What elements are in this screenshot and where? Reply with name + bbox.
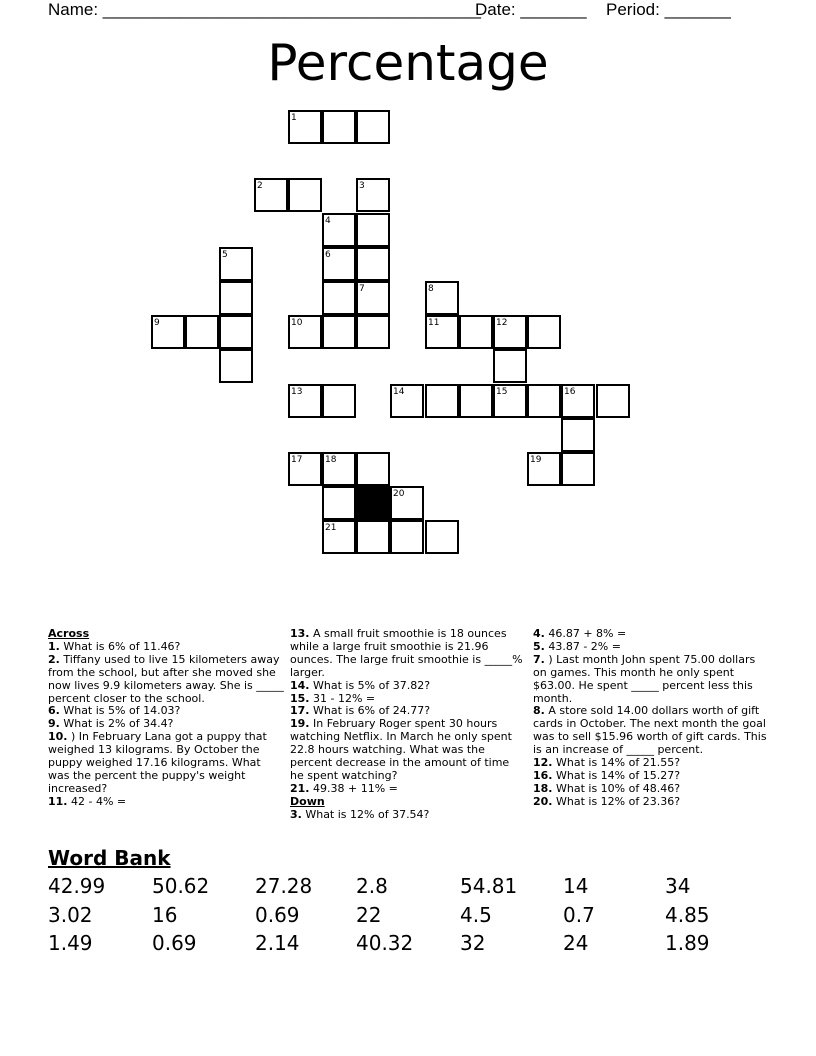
clue-number: 10 bbox=[291, 318, 303, 328]
clue-text: What is 10% of 48.46? bbox=[552, 781, 681, 795]
date-field-label[interactable]: Date: _______ bbox=[475, 0, 587, 19]
clue-number: 1. bbox=[48, 639, 60, 653]
clue-number: 20 bbox=[393, 489, 405, 499]
clues-column-2 bbox=[290, 628, 526, 822]
clue-number: 15. bbox=[290, 691, 310, 705]
clue-text: What is 12% of 37.54? bbox=[301, 807, 430, 821]
crossword-cell[interactable] bbox=[322, 281, 356, 315]
name-field-label[interactable]: Name: ________________________________________ bbox=[48, 0, 481, 19]
crossword-cell[interactable] bbox=[254, 178, 288, 212]
crossword-cell[interactable] bbox=[219, 281, 253, 315]
clue-text: What is 14% of 21.55? bbox=[552, 756, 681, 770]
clue bbox=[290, 628, 526, 680]
clue bbox=[533, 705, 769, 757]
clue-text: A small fruit smoothie is 18 ounces while a large fruit smoothie is 21.96 ounces. The large fruit smoothie is _____% larger. bbox=[290, 627, 523, 679]
clue-text: What is 12% of 23.36? bbox=[552, 794, 681, 808]
word-bank-title: Word Bank bbox=[48, 846, 171, 870]
word-bank-item: 0.69 bbox=[255, 903, 300, 927]
crossword-cell[interactable] bbox=[288, 178, 322, 212]
word-bank-item: 3.02 bbox=[48, 903, 93, 927]
word-bank-item: 27.28 bbox=[255, 874, 313, 898]
clue-number: 18. bbox=[533, 781, 553, 795]
clue-text: 43.87 - 2% = bbox=[544, 639, 621, 653]
word-bank-item: 14 bbox=[563, 874, 589, 898]
clue-text: What is 6% of 11.46? bbox=[59, 639, 181, 653]
clue-text: What is 5% of 14.03? bbox=[59, 704, 181, 718]
crossword-cell[interactable] bbox=[219, 349, 253, 383]
clue-text: What is 14% of 15.27? bbox=[552, 768, 681, 782]
clue-number: 14 bbox=[393, 387, 405, 397]
crossword-cell[interactable] bbox=[561, 452, 595, 486]
word-bank-item: 1.49 bbox=[48, 931, 93, 955]
clue-number: 4 bbox=[325, 216, 331, 226]
crossword-cell[interactable] bbox=[425, 281, 459, 315]
clue bbox=[290, 809, 526, 822]
clue bbox=[533, 796, 769, 809]
clue-number: 12 bbox=[496, 318, 508, 328]
clue-text: ) Last month John spent 75.00 dollars on games. This month he only spent $63.00. He spent _____ percent less this month. bbox=[533, 652, 756, 705]
clue-number: 8 bbox=[428, 284, 434, 294]
word-bank-item: 2.14 bbox=[255, 931, 300, 955]
clue-heading: Down bbox=[290, 794, 325, 808]
crossword-cell[interactable] bbox=[390, 520, 424, 554]
clue-text: What is 2% of 34.4? bbox=[59, 717, 174, 731]
crossword-cell[interactable] bbox=[459, 384, 493, 418]
page-title: Percentage bbox=[267, 34, 549, 92]
clue-number: 5 bbox=[222, 250, 228, 260]
clue-number: 20. bbox=[533, 794, 553, 808]
crossword-cell[interactable] bbox=[356, 452, 390, 486]
crossword-cell[interactable] bbox=[219, 247, 253, 281]
clue-number: 17 bbox=[291, 455, 303, 465]
clue-number: 3. bbox=[290, 807, 302, 821]
crossword-cell[interactable] bbox=[322, 384, 356, 418]
crossword-cell[interactable] bbox=[356, 247, 390, 281]
clue-number: 21. bbox=[290, 781, 310, 795]
word-bank-item: 4.5 bbox=[460, 903, 492, 927]
clue-number: 7. bbox=[533, 652, 545, 666]
crossword-cell[interactable] bbox=[151, 315, 185, 349]
crossword-cell[interactable] bbox=[390, 486, 424, 520]
clue-text: A store sold 14.00 dollars worth of gift cards in October. The next month the goal was to sell $15.96 worth of gift cards. This is an increase of _____ percent. bbox=[533, 704, 767, 757]
clue bbox=[48, 731, 284, 796]
clue-number: 11. bbox=[48, 794, 68, 808]
crossword-cell[interactable] bbox=[288, 452, 322, 486]
period-field-label[interactable]: Period: _______ bbox=[606, 0, 731, 19]
clue-text: 49.38 + 11% = bbox=[309, 781, 398, 795]
clue-number: 19. bbox=[290, 717, 310, 731]
crossword-cell[interactable] bbox=[390, 384, 424, 418]
clues-column-3 bbox=[533, 628, 769, 809]
clue-text: 42 - 4% = bbox=[67, 794, 127, 808]
clue-text: 46.87 + 8% = bbox=[544, 627, 627, 640]
clue-number: 9 bbox=[154, 318, 160, 328]
crossword-cell[interactable] bbox=[425, 384, 459, 418]
clue-number: 14. bbox=[290, 678, 310, 692]
crossword-cell[interactable] bbox=[493, 315, 527, 349]
crossword-cell[interactable] bbox=[561, 418, 595, 452]
clue-number: 1 bbox=[291, 113, 297, 123]
crossword-cell[interactable] bbox=[527, 452, 561, 486]
word-bank-item: 54.81 bbox=[460, 874, 518, 898]
clue-number: 11 bbox=[428, 318, 440, 328]
crossword-cell[interactable] bbox=[322, 315, 356, 349]
crossword-cell[interactable] bbox=[322, 520, 356, 554]
clue-number: 5. bbox=[533, 639, 545, 653]
clue-number: 16. bbox=[533, 768, 553, 782]
clue-number: 13. bbox=[290, 627, 310, 640]
crossword-cell[interactable] bbox=[322, 452, 356, 486]
crossword-cell[interactable] bbox=[322, 486, 356, 520]
clue bbox=[290, 718, 526, 783]
clue-number: 13 bbox=[291, 387, 303, 397]
word-bank-item: 1.89 bbox=[665, 931, 710, 955]
word-bank-item: 2.8 bbox=[356, 874, 388, 898]
crossword-cell[interactable] bbox=[356, 315, 390, 349]
crossword-cell[interactable] bbox=[356, 110, 390, 144]
clue-number: 6 bbox=[325, 250, 331, 260]
crossword-block-cell bbox=[356, 486, 390, 520]
clue-number: 2 bbox=[257, 181, 263, 191]
crossword-cell[interactable] bbox=[356, 178, 390, 212]
clue bbox=[290, 783, 526, 796]
crossword-cell[interactable] bbox=[322, 247, 356, 281]
word-bank-item: 50.62 bbox=[152, 874, 210, 898]
crossword-cell[interactable] bbox=[185, 315, 219, 349]
crossword-cell[interactable] bbox=[288, 315, 322, 349]
clue-text: ) In February Lana got a puppy that weighed 13 kilograms. By October the puppy weighed 17.16 kilograms. What was the percent the puppy's weight increased? bbox=[48, 730, 267, 795]
clues-column-1 bbox=[48, 628, 284, 809]
word-bank-item: 34 bbox=[665, 874, 691, 898]
clue-text: What is 5% of 37.82? bbox=[309, 678, 431, 692]
word-bank-item: 24 bbox=[563, 931, 589, 955]
clue-number: 16 bbox=[564, 387, 576, 397]
crossword-cell[interactable] bbox=[493, 349, 527, 383]
clue bbox=[533, 654, 769, 706]
word-bank-item: 22 bbox=[356, 903, 382, 927]
word-bank-item: 4.85 bbox=[665, 903, 710, 927]
crossword-cell[interactable] bbox=[425, 315, 459, 349]
clue-number: 3 bbox=[359, 181, 365, 191]
word-bank-item: 40.32 bbox=[356, 931, 414, 955]
clue-number: 9. bbox=[48, 717, 60, 731]
word-bank-item: 32 bbox=[460, 931, 486, 955]
clue-number: 18 bbox=[325, 455, 337, 465]
clue-number: 2. bbox=[48, 652, 60, 666]
crossword-cell[interactable] bbox=[322, 110, 356, 144]
clue-text: Tiffany used to live 15 kilometers away from the school, but after she moved she now lives 9.9 kilometers away. She is _____ percent closer to the school. bbox=[48, 652, 284, 705]
crossword-cell[interactable] bbox=[356, 281, 390, 315]
clue-number: 17. bbox=[290, 704, 310, 718]
clue bbox=[48, 796, 284, 809]
crossword-cell[interactable] bbox=[459, 315, 493, 349]
clue-text: What is 6% of 24.77? bbox=[309, 704, 431, 718]
crossword-cell[interactable] bbox=[527, 315, 561, 349]
crossword-cell[interactable] bbox=[425, 520, 459, 554]
crossword-cell[interactable] bbox=[356, 520, 390, 554]
word-bank-item: 0.7 bbox=[563, 903, 595, 927]
word-bank-item: 0.69 bbox=[152, 931, 197, 955]
clue-text: In February Roger spent 30 hours watching Netflix. In March he only spent 22.8 hours watching. What was the percent decrease in the amount of time he spent watching? bbox=[290, 717, 512, 782]
clue-number: 4. bbox=[533, 627, 545, 640]
clue-number: 12. bbox=[533, 756, 553, 770]
crossword-cell[interactable] bbox=[322, 213, 356, 247]
crossword-cell[interactable] bbox=[596, 384, 630, 418]
crossword-cell[interactable] bbox=[561, 384, 595, 418]
clue-number: 8. bbox=[533, 704, 545, 718]
clue-heading: Across bbox=[48, 627, 90, 640]
clue-text: 31 - 12% = bbox=[309, 691, 376, 705]
clue-number: 15 bbox=[496, 387, 508, 397]
clue-number: 10. bbox=[48, 730, 68, 744]
crossword-cell[interactable] bbox=[288, 110, 322, 144]
crossword-cell[interactable] bbox=[493, 384, 527, 418]
clue-number: 21 bbox=[325, 523, 337, 533]
word-bank-item: 16 bbox=[152, 903, 178, 927]
clue-number: 6. bbox=[48, 704, 60, 718]
word-bank-item: 42.99 bbox=[48, 874, 106, 898]
clue-number: 19 bbox=[530, 455, 542, 465]
crossword-cell[interactable] bbox=[288, 384, 322, 418]
clue-number: 7 bbox=[359, 284, 365, 294]
crossword-cell[interactable] bbox=[356, 213, 390, 247]
crossword-cell[interactable] bbox=[219, 315, 253, 349]
clue bbox=[48, 654, 284, 706]
crossword-cell[interactable] bbox=[527, 384, 561, 418]
